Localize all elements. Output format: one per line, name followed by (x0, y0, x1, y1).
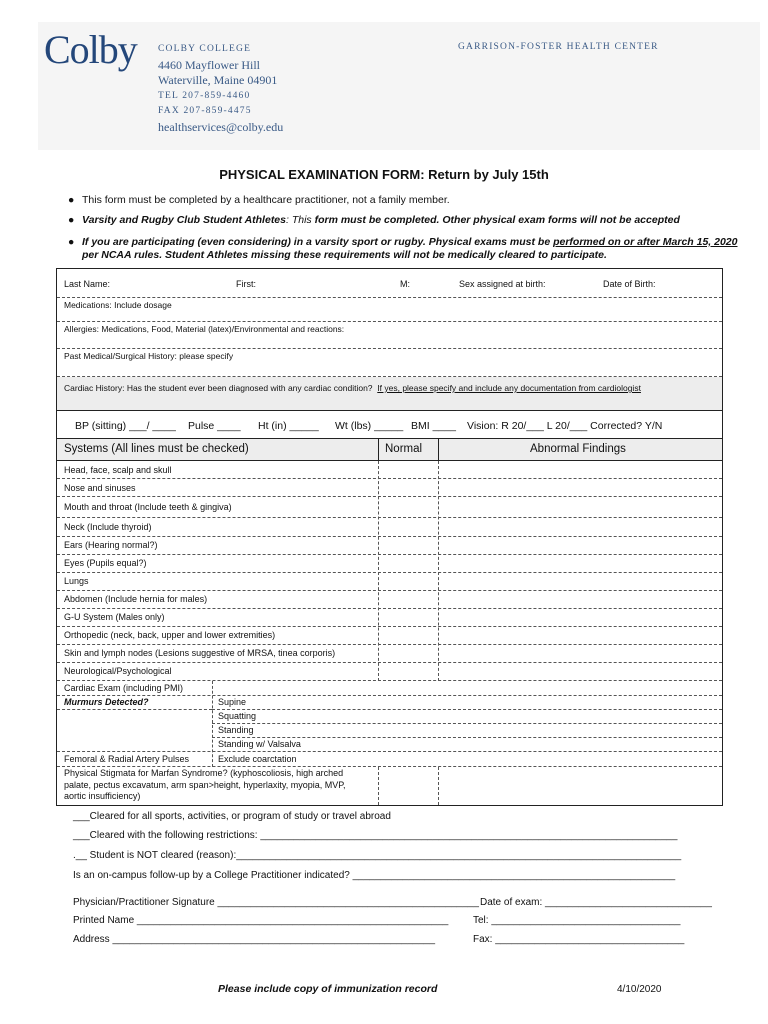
vision-field[interactable]: Vision: R 20/___ L 20/___ Corrected? Y/N (467, 420, 663, 432)
bullet-dot: ● (68, 214, 75, 226)
table-row (57, 663, 722, 681)
cardiac-history-label (64, 383, 641, 393)
cardiac-exam-label: Cardiac Exam (including PMI) (64, 683, 184, 693)
table-row (57, 479, 722, 497)
systems-header-row (57, 439, 722, 461)
column-divider (212, 681, 213, 767)
past-history-label: Past Medical/Surgical History: please specify (64, 351, 234, 361)
weight-field[interactable]: Wt (lbs) _____ (335, 420, 404, 432)
system-label: Mouth and throat (Include teeth & gingiva) (64, 502, 232, 512)
table-row (57, 518, 722, 537)
marfan-line1: Physical Stigmata for Marfan Syndrome? (kyphoscoliosis, high arched (64, 768, 344, 778)
athletes-rest: form must be completed. Other physical exam forms will not be accepted (314, 214, 680, 226)
cardiac-exam-row (57, 681, 722, 696)
murmur-position-label: Standing (218, 725, 254, 735)
system-label: Neck (Include thyroid) (64, 522, 152, 532)
system-label: Nose and sinuses (64, 483, 136, 493)
address-field[interactable]: Address __________________________________________________________ (73, 934, 436, 945)
athletes-mid: : This (286, 214, 315, 226)
marfan-line3: aortic insufficiency) (64, 791, 141, 801)
column-divider (438, 439, 439, 461)
last-name-field[interactable]: Last Name: (64, 279, 111, 289)
system-label: Orthopedic (neck, back, upper and lower extremities) (64, 630, 276, 640)
allergies-row[interactable] (57, 322, 722, 349)
system-label: Neurological/Psychological (64, 666, 172, 676)
cardiac-history-question: Cardiac History: Has the student ever been diagnosed with any cardiac condition? (64, 383, 373, 393)
college-address-block (158, 42, 283, 135)
clearance-all[interactable]: ___Cleared for all sports, activities, or program of study or travel abroad (73, 811, 391, 822)
clearance-not-cleared[interactable] (73, 850, 681, 861)
column-divider (378, 461, 379, 681)
address-line1: 4460 Mayflower Hill (158, 57, 260, 72)
college-logo: Colby (44, 27, 137, 72)
fax-field[interactable]: Fax: __________________________________ (473, 934, 685, 945)
cardiac-history-row[interactable] (57, 377, 722, 411)
table-row (57, 609, 722, 627)
bullet-text (82, 236, 738, 248)
murmur-bottom (57, 738, 722, 752)
bp-field[interactable]: BP (sitting) ___/ ____ (75, 420, 176, 432)
email-address: healthservices@colby.edu (158, 119, 284, 134)
murmur-position-row (212, 696, 722, 710)
allergies-label: Allergies: Medications, Food, Material (latex)/Environmental and reactions: (64, 324, 345, 334)
ncaa-part1: If you are participating (even considering) in a varsity sport or rugby. Physical exams must be (82, 236, 554, 248)
bullet-text: This form must be completed by a healthcare practitioner, not a family member. (82, 194, 450, 206)
signature-field[interactable]: Physician/Practitioner Signature _______________________________________________ (73, 897, 479, 908)
system-label: G-U System (Males only) (64, 612, 165, 622)
bullet-dot: ● (68, 236, 75, 248)
not-cleared-prefix: ._ (73, 850, 82, 861)
middle-initial-field[interactable]: M: (400, 279, 410, 289)
column-divider (438, 767, 439, 805)
murmurs-row (57, 696, 212, 710)
murmur-position-row (212, 710, 722, 724)
bmi-field[interactable]: BMI ____ (411, 420, 456, 432)
system-label: Ears (Hearing normal?) (64, 540, 158, 550)
revision-date: 4/10/2020 (617, 984, 662, 995)
table-row (57, 627, 722, 645)
exam-form-grid (56, 268, 723, 806)
form-title: PHYSICAL EXAMINATION FORM: Return by July 15th (219, 167, 549, 182)
table-row (57, 461, 722, 479)
column-divider (438, 461, 439, 681)
femoral-row (57, 752, 722, 767)
height-field[interactable]: Ht (in) _____ (258, 420, 319, 432)
system-label: Eyes (Pupils equal?) (64, 558, 147, 568)
column-divider (378, 439, 379, 461)
not-cleared-text: _ Student is NOT cleared (reason):________________________________________________________________________________ (81, 850, 682, 861)
murmur-position-label: Standing w/ Valsalva (218, 739, 301, 749)
system-label: Lungs (64, 576, 89, 586)
bullet-text (82, 214, 680, 226)
past-history-row[interactable] (57, 349, 722, 377)
college-name: COLBY COLLEGE (158, 44, 252, 54)
sex-field[interactable]: Sex assigned at birth: (459, 279, 546, 289)
murmur-position-label: Squatting (218, 711, 257, 721)
clearance-restrictions[interactable]: ___Cleared with the following restrictions: ___________________________________________________________________________ (73, 830, 678, 841)
system-label: Head, face, scalp and skull (64, 465, 172, 475)
abnormal-column-header: Abnormal Findings (530, 443, 626, 455)
table-row (57, 555, 722, 573)
cardiac-history-note: If yes, please specify and include any documentation from cardiologist (377, 383, 641, 393)
health-center-name: GARRISON-FOSTER HEALTH CENTER (458, 42, 659, 52)
telephone: TEL 207-859-4460 (158, 90, 251, 101)
femoral-note: Exclude coarctation (218, 754, 297, 764)
table-row (57, 497, 722, 518)
system-label: Skin and lymph nodes (Lesions suggestive of MRSA, tinea corporis) (64, 648, 336, 658)
table-row (57, 537, 722, 555)
pulse-field[interactable]: Pulse ____ (188, 420, 241, 432)
medications-label: Medications: Include dosage (64, 300, 172, 310)
followup-question[interactable]: Is an on-campus follow-up by a College Practitioner indicated? __________________________________________________________ (73, 870, 676, 881)
tel-field[interactable]: Tel: __________________________________ (473, 915, 681, 926)
system-label: Abdomen (Include hernia for males) (64, 594, 208, 604)
name-row (57, 269, 722, 298)
first-name-field[interactable]: First: (236, 279, 256, 289)
ncaa-date: performed on or after March 15, 2020 (553, 236, 738, 248)
dob-field[interactable]: Date of Birth: (603, 279, 656, 289)
exam-date-field[interactable]: Date of exam: ______________________________ (480, 897, 712, 908)
table-row (57, 573, 722, 591)
marfan-label (64, 768, 346, 803)
immunization-note: Please include copy of immunization record (218, 983, 438, 995)
murmurs-label: Murmurs Detected? (64, 697, 149, 707)
systems-column-header: Systems (All lines must be checked) (64, 443, 249, 455)
normal-column-header: Normal (385, 443, 423, 455)
athletes-heading: Varsity and Rugby Club Student Athletes (82, 214, 286, 226)
marfan-line2: palate, pectus excavatum, arm span>height, hyperlaxity, myopia, MVP, (64, 779, 346, 790)
marfan-row (57, 767, 722, 805)
column-divider (378, 767, 379, 805)
medications-row[interactable] (57, 298, 722, 322)
ncaa-line2: per NCAA rules. Student Athletes missing these requirements will not be medically cleared to participate. (82, 249, 607, 261)
femoral-label: Femoral & Radial Artery Pulses (64, 754, 190, 764)
fax-number: FAX 207-859-4475 (158, 106, 252, 116)
table-row (57, 645, 722, 663)
bullet-dot: ● (68, 194, 75, 206)
address-line2: Waterville, Maine 04901 (158, 73, 278, 87)
murmur-position-label: Supine (218, 697, 247, 707)
table-row (57, 591, 722, 609)
murmur-position-row (212, 724, 722, 738)
printed-name-field[interactable]: Printed Name ________________________________________________________ (73, 915, 449, 926)
vitals-row (57, 411, 722, 439)
